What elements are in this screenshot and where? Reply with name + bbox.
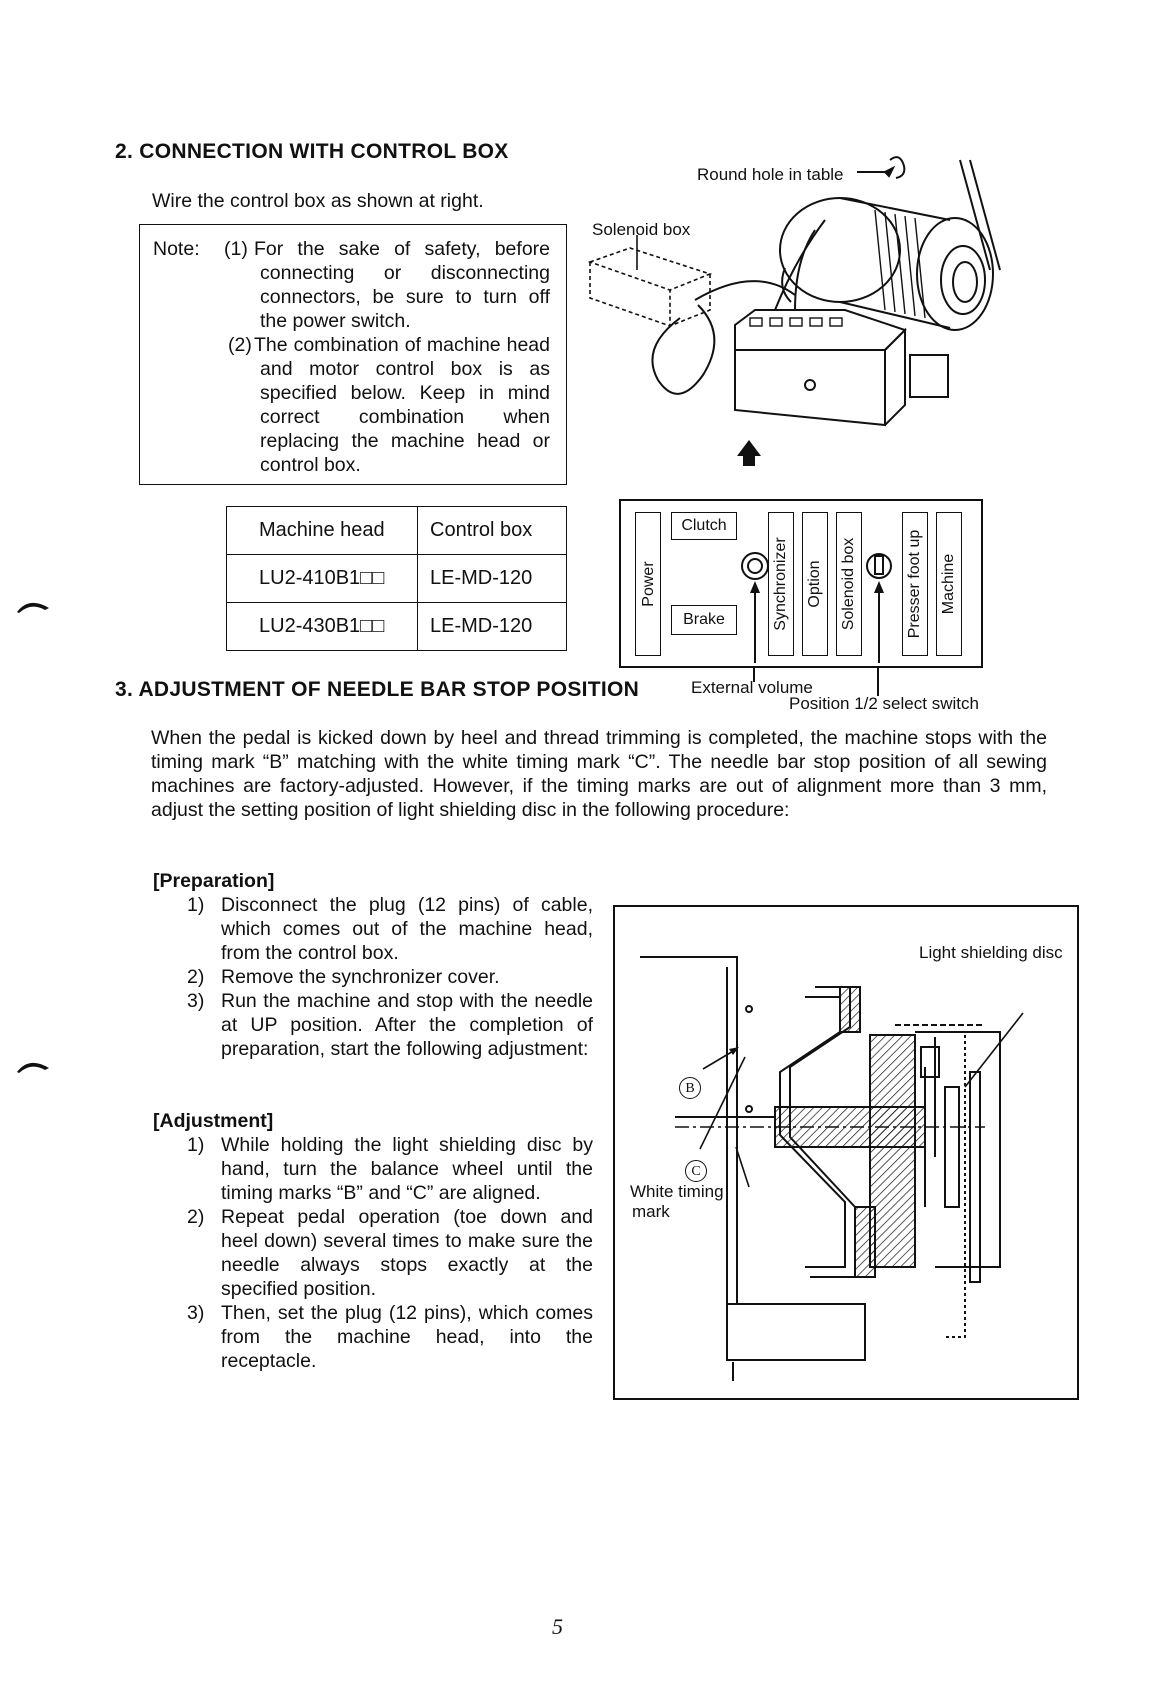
power-connector: [635, 512, 661, 656]
table-header-row: [227, 507, 567, 555]
table-cell: LE-MD-120: [418, 555, 567, 603]
solenoid-box-connector-label: Solenoid box: [840, 537, 857, 631]
position-switch-label: Position 1/2 select switch: [789, 694, 979, 713]
solenoid-box-connector: [836, 512, 862, 656]
disc-drawing: [615, 907, 1077, 1398]
step-text: Run the machine and stop with the needle at UP position. After the completion of preparation, start the following adjustment:: [221, 990, 593, 1060]
combination-table: [226, 506, 567, 651]
step-text: While holding the light shielding disc by hand, turn the balance wheel until the timing marks “B” and “C” are aligned.: [221, 1134, 593, 1204]
timing-mark-b: B: [679, 1077, 701, 1099]
step-text: Then, set the plug (12 pins), which comes from the machine head, into the receptacle.: [221, 1302, 593, 1372]
step-number: 1): [187, 1134, 205, 1156]
section3-heading: 3. ADJUSTMENT OF NEEDLE BAR STOP POSITION: [115, 678, 640, 701]
list-item: [187, 989, 593, 1061]
section2-intro: Wire the control box as shown at right.: [152, 190, 484, 212]
note2-text: The combination of machine head and motor control box is as specified below. Keep in mind correct combination when replacing the machine head or control box.: [254, 334, 550, 476]
white-timing-label: White timing: [630, 1182, 724, 1201]
position-select-switch: [863, 551, 897, 663]
step-number: 1): [187, 894, 205, 916]
brake-connector: Brake: [671, 605, 737, 635]
switch-leader: [877, 668, 879, 696]
table-row: [227, 555, 567, 603]
option-label: Option: [806, 560, 823, 608]
step-text: Remove the synchronizer cover.: [221, 966, 500, 988]
disc-figure-frame: [613, 905, 1079, 1400]
preparation-title: [Preparation]: [153, 870, 275, 892]
note2-number: (2): [228, 334, 252, 356]
white-timing-mark-label: mark: [632, 1202, 670, 1221]
preparation-list: [187, 893, 593, 1061]
table-cell: LU2-410B1□□: [227, 555, 418, 603]
margin-mark-icon: [15, 596, 51, 614]
page-number: 5: [552, 1614, 563, 1639]
step-text: Disconnect the plug (12 pins) of cable, which comes out of the machine head, from the control box.: [221, 894, 593, 964]
external-volume-label: External volume: [691, 678, 813, 697]
table-cell: LU2-430B1□□: [227, 603, 418, 651]
synchronizer-label: Synchronizer: [772, 537, 789, 631]
note1-number: (1): [224, 238, 248, 260]
option-connector: [802, 512, 828, 656]
step-text: Repeat pedal operation (toe down and heel down) several times to make sure the needle always stops exactly at the specified position.: [221, 1206, 593, 1300]
power-label: Power: [640, 561, 657, 607]
note1-text: For the sake of safety, before connecting or disconnecting connectors, be sure to turn off the power switch.: [254, 238, 550, 332]
machine-connector: [936, 512, 962, 656]
step-number: 3): [187, 1302, 205, 1324]
table-row: [227, 603, 567, 651]
adjustment-title: [Adjustment]: [153, 1110, 274, 1132]
list-item: [187, 1133, 593, 1205]
solenoid-box-label: Solenoid box: [592, 220, 691, 239]
table-cell: LE-MD-120: [418, 603, 567, 651]
margin-mark-icon: [15, 1056, 51, 1074]
synchronizer-connector: [768, 512, 794, 656]
section3-intro: When the pedal is kicked down by heel and thread trimming is completed, the machine stops with the timing mark “B” matching with the white timing mark “C”. The needle bar stop position of all sewing machines are factory-adjusted. However, if the timing marks are out of alignment more than 3 mm, adjust the setting position of light shielding disc in the following procedure:: [151, 727, 1047, 821]
round-hole-label: Round hole in table: [697, 165, 844, 184]
timing-mark-c: C: [685, 1160, 707, 1182]
list-item: [187, 893, 593, 965]
section2-heading: 2. CONNECTION WITH CONTROL BOX: [115, 140, 509, 163]
light-shielding-disc-label: Light shielding disc: [919, 943, 1063, 962]
step-number: 2): [187, 966, 205, 988]
motor-drawing: [585, 150, 1025, 495]
note-label: Note:: [153, 238, 200, 260]
list-item: [187, 1205, 593, 1301]
presser-foot-connector: [902, 512, 928, 656]
table-header: Control box: [418, 507, 567, 555]
list-item: [187, 965, 593, 989]
note-box: [139, 224, 567, 485]
step-number: 3): [187, 990, 205, 1012]
control-panel: [619, 499, 983, 668]
table-header: Machine head: [227, 507, 418, 555]
adjustment-list: [187, 1133, 593, 1373]
step-number: 2): [187, 1206, 205, 1228]
presser-foot-label: Presser foot up: [906, 529, 923, 639]
list-item: [187, 1301, 593, 1373]
machine-label: Machine: [940, 553, 957, 615]
clutch-connector: Clutch: [671, 512, 737, 540]
